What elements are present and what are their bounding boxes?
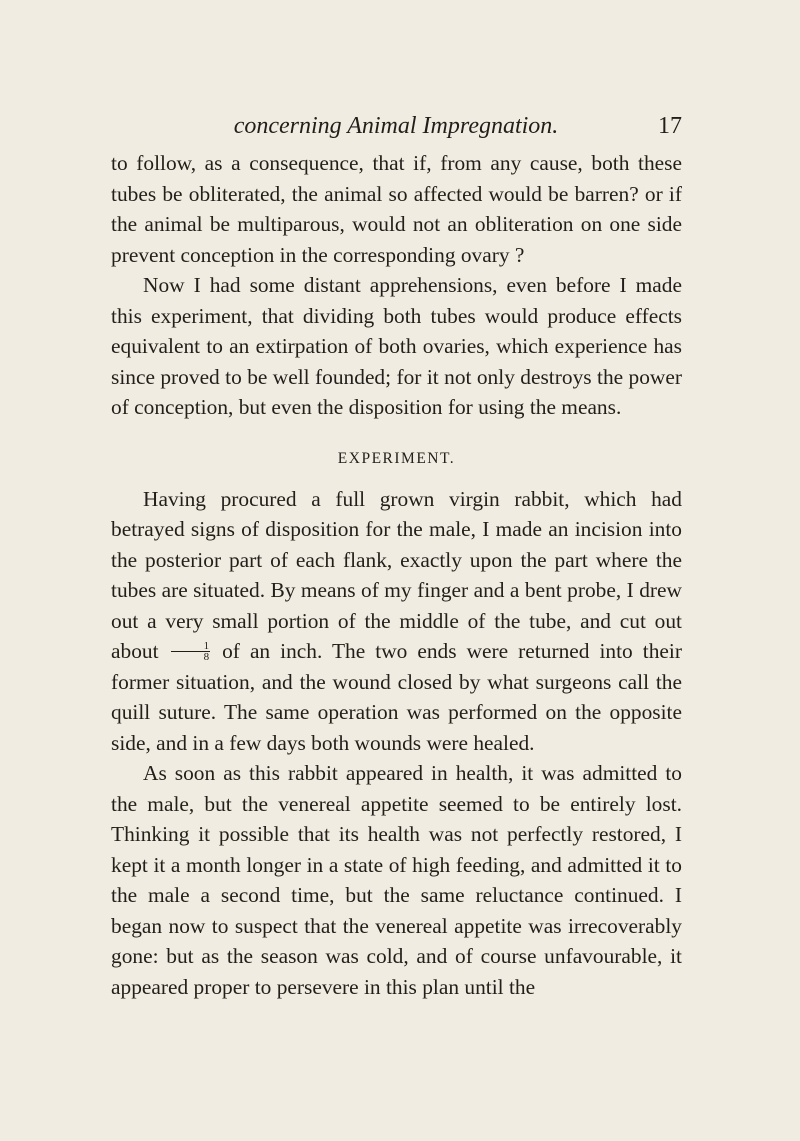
body-text [111,148,682,1002]
paragraph-experiment [111,484,682,759]
paragraph-as-soon: As soon as this rabbit appeared in health, it was admitted to the male, but the venereal appetite seemed to be entirely lost. Thinking it possible that its health was not perfectly restored, I kept it a month longer in a state of high feeding, and admitted it to the male a second time, but the same reluctance continued. I began now to suspect that the venereal appetite was irrecoverably gone: but as the season was cold, and of course unfavourable, it appeared proper to persevere in this plan until the [111,761,682,999]
fraction-denominator: 8 [203,650,210,663]
running-head [110,109,682,143]
fraction-one-eighth [171,641,211,662]
paragraph-apprehensions: Now I had some distant apprehensions, even before I made this experiment, that dividing both tubes would produce effects equivalent to an extirpation of both ovaries, which experience has since proved to be well founded; for it not only destroys the power of conception, but even the disposition for using the means. [111,273,682,419]
page-number: 17 [658,113,682,139]
section-heading-experiment: EXPERIMENT. [337,449,456,467]
fraction-numerator: 1 [171,641,211,652]
paragraph-continuation: to follow, as a consequence, that if, from any cause, both these tubes be obliterated, the animal so affected would be barren? or if the animal be multiparous, would not an obliteration on one side prevent conception in the corresponding ovary ? [111,151,682,267]
running-title: concerning Animal Impregnation. [233,113,559,139]
experiment-text-after-fraction: of an inch. The two ends were returned into their former situation, and the wound closed by what surgeons call the quill suture. The same operation was performed on the opposite side, and in a few days both wounds were healed. [111,639,682,755]
experiment-text-before-fraction: Having procured a full grown virgin rabbit, which had betrayed signs of disposition for the male, I made an incision into the posterior part of each flank, exactly upon the part where the tubes are situated. By means of my finger and a bent probe, I drew out a very small portion of the middle of the tube, and cut out about [111,486,682,663]
